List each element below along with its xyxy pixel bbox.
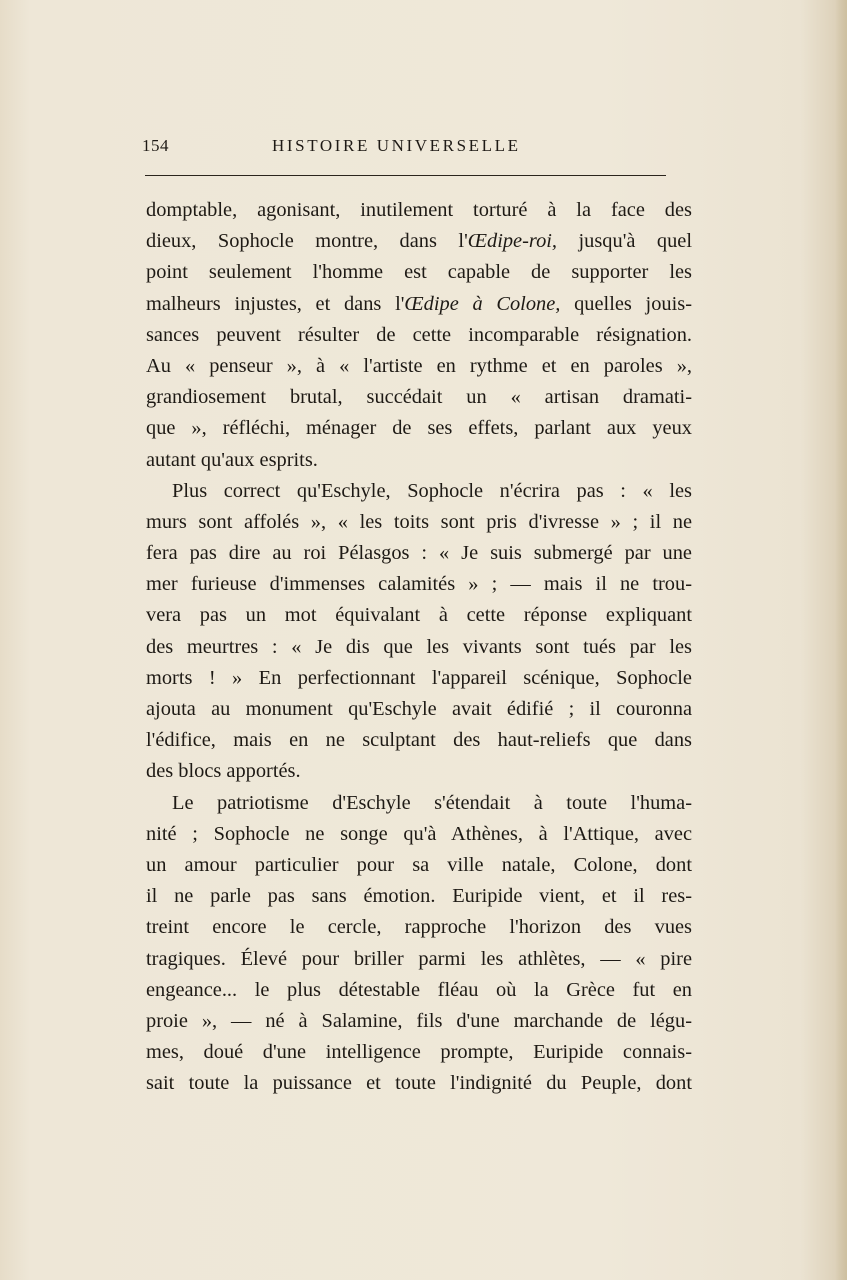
work-title-oedipe-roi: Œdipe-roi, (467, 230, 558, 253)
text-line: murs sont affolés », « les toits sont pris d'ivresse » ; il ne (146, 510, 692, 533)
text-line: vera pas un mot équivalant à cette réponse expliquant (146, 604, 692, 627)
body-text (146, 195, 692, 1099)
text-line: engeance... le plus détestable fléau où la Grèce fut en (146, 978, 692, 1001)
text-line: sait toute la puissance et toute l'indignité du Peuple, dont (146, 1072, 692, 1095)
text-line: grandiosement brutal, succédait un « artisan dramati- (146, 386, 692, 409)
text-line: Au « penseur », à « l'artiste en rythme et en paroles », (146, 354, 692, 377)
text-line: proie », — né à Salamine, fils d'une marchande de légu- (146, 1009, 692, 1032)
text-line: sances peuvent résulter de cette incomparable résignation. (146, 323, 692, 346)
text-line: nité ; Sophocle ne songe qu'à Athènes, à l'Attique, avec (146, 822, 692, 845)
text-line: autant qu'aux esprits. (146, 448, 318, 471)
text-line: malheurs injustes, et dans l'Œdipe à Colone, quelles jouis- (146, 292, 692, 315)
running-head (142, 136, 666, 164)
text-line: Le patriotisme d'Eschyle s'étendait à toute l'huma- (172, 791, 692, 814)
text-line: dieux, Sophocle montre, dans l'Œdipe-roi, jusqu'à quel (146, 230, 692, 253)
text-line: fera pas dire au roi Pélasgos : « Je suis submergé par une (146, 542, 692, 565)
running-title: HISTOIRE UNIVERSELLE (272, 136, 521, 155)
text-line: domptable, agonisant, inutilement torturé à la face des (146, 199, 692, 221)
text-line: des blocs apportés. (146, 760, 301, 783)
page-number: 154 (142, 136, 169, 155)
page-edge-shadow (835, 0, 847, 1280)
text-line: l'édifice, mais en ne sculptant des haut-reliefs que dans (146, 729, 692, 752)
text-line: mes, doué d'une intelligence prompte, Euripide connais- (146, 1041, 692, 1064)
text-line: morts ! » En perfectionnant l'appareil scénique, Sophocle (146, 666, 692, 689)
text-line: treint encore le cercle, rapproche l'horizon des vues (146, 916, 692, 939)
text-line: ajouta au monument qu'Eschyle avait édifié ; il couronna (146, 698, 692, 720)
text-line: point seulement l'homme est capable de supporter les (146, 261, 692, 284)
text-line: tragiques. Élevé pour briller parmi les athlètes, — « pire (146, 947, 692, 970)
text-line: que », réfléchi, ménager de ses effets, parlant aux yeux (146, 417, 692, 440)
text-line: mer furieuse d'immenses calamités » ; — mais il ne trou- (146, 573, 692, 596)
header-rule (145, 175, 666, 176)
text-line: Plus correct qu'Eschyle, Sophocle n'écrira pas : « les (172, 479, 692, 502)
text-line: il ne parle pas sans émotion. Euripide vient, et il res- (146, 885, 692, 908)
text-line: un amour particulier pour sa ville natale, Colone, dont (146, 853, 692, 876)
text-line: des meurtres : « Je dis que les vivants sont tués par les (146, 635, 692, 658)
work-title-oedipe-a-colone: Œdipe à Colone, (404, 292, 561, 315)
